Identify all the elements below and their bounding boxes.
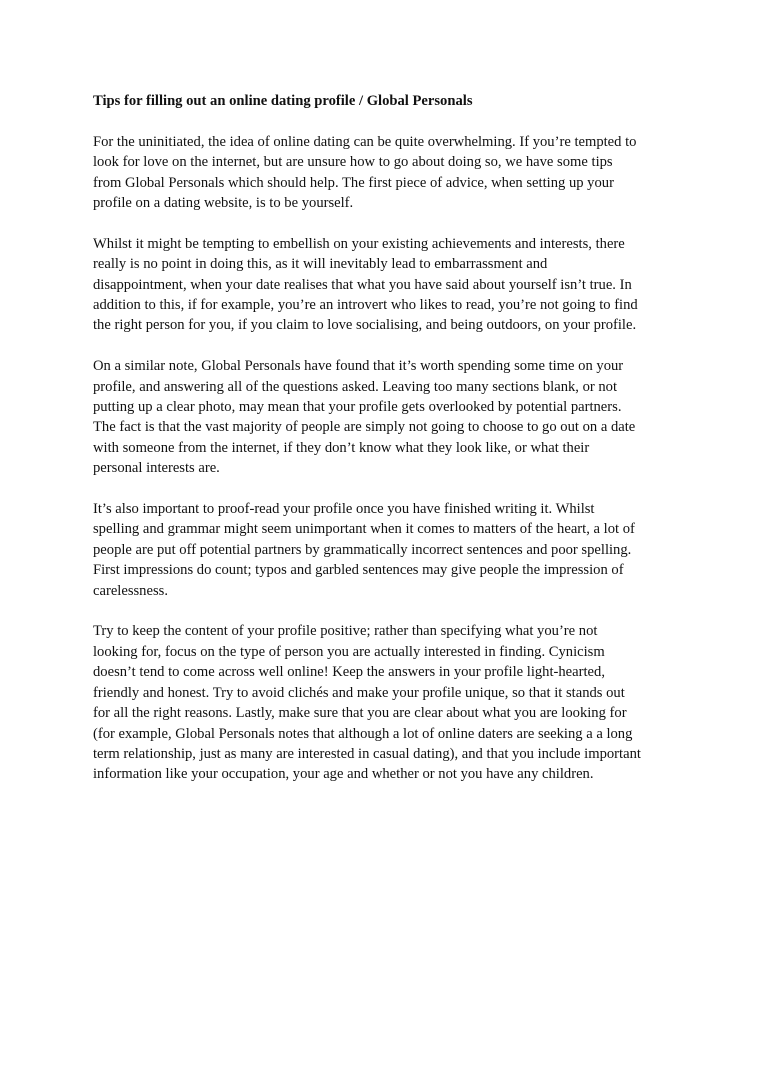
paragraph-line: On a similar note, Global Personals have found that it’s worth spending some time on your <box>93 358 624 375</box>
paragraph-line: people are put off potential partners by grammatically incorrect sentences and poor spelling. <box>93 541 632 558</box>
paragraph-line: putting up a clear photo, may mean that your profile gets overlooked by potential partners. <box>93 399 622 416</box>
paragraph-line: the right person for you, if you claim to love socialising, and being outdoors, on your profile. <box>93 317 637 334</box>
paragraph-line: friendly and honest. Try to avoid clichés and make your profile unique, so that it stands out <box>93 684 625 701</box>
document-body <box>93 91 683 805</box>
paragraph-4 <box>93 499 683 601</box>
paragraph-line: The fact is that the vast majority of people are simply not going to choose to go out on a date <box>93 419 636 436</box>
paragraph-line: (for example, Global Personals notes that although a lot of online daters are seeking a a long <box>93 725 633 742</box>
paragraph-line: It’s also important to proof-read your profile once you have finished writing it. Whilst <box>93 501 595 518</box>
paragraph-line: Whilst it might be tempting to embellish on your existing achievements and interests, there <box>93 235 625 252</box>
paragraph-line: carelessness. <box>93 582 168 599</box>
paragraph-line: First impressions do count; typos and garbled sentences may give people the impression of <box>93 562 624 579</box>
paragraph-line: addition to this, if for example, you’re an introvert who likes to read, you’re not going to find <box>93 297 638 314</box>
paragraph-line: profile on a dating website, is to be yourself. <box>93 195 354 212</box>
paragraph-line: disappointment, when your date realises that what you have said about yourself isn’t true. In <box>93 276 632 293</box>
paragraph-line: information like your occupation, your age and whether or not you have any children. <box>93 766 594 783</box>
paragraph-5 <box>93 621 683 784</box>
paragraph-line: Try to keep the content of your profile positive; rather than specifying what you’re not <box>93 623 598 640</box>
paragraph-line: spelling and grammar might seem unimportant when it comes to matters of the heart, a lot of <box>93 521 635 538</box>
document-title: Tips for filling out an online dating profile / Global Personals <box>93 93 473 109</box>
paragraph-line: from Global Personals which should help. The first piece of advice, when setting up your <box>93 174 614 191</box>
paragraph-line: looking for, focus on the type of person you are actually interested in finding. Cynicism <box>93 643 605 660</box>
paragraph-line: For the uninitiated, the idea of online dating can be quite overwhelming. If you’re tempted to <box>93 133 637 150</box>
paragraph-line: look for love on the internet, but are unsure how to go about doing so, we have some tips <box>93 154 613 171</box>
paragraph-2 <box>93 234 683 336</box>
paragraph-line: doesn’t tend to come across well online! Keep the answers in your profile light-hearted, <box>93 664 605 681</box>
paragraph-3 <box>93 356 683 478</box>
paragraph-line: profile, and answering all of the questions asked. Leaving too many sections blank, or not <box>93 378 618 395</box>
paragraph-1 <box>93 132 683 214</box>
paragraph-line: with someone from the internet, if they don’t know what they look like, or what their <box>93 439 590 456</box>
paragraph-line: really is no point in doing this, as it will inevitably lead to embarrassment and <box>93 256 548 273</box>
paragraph-line: personal interests are. <box>93 460 220 477</box>
paragraph-line: term relationship, just as many are interested in casual dating), and that you include important <box>93 745 641 762</box>
paragraph-line: for all the right reasons. Lastly, make sure that you are clear about what you are looking for <box>93 705 627 722</box>
